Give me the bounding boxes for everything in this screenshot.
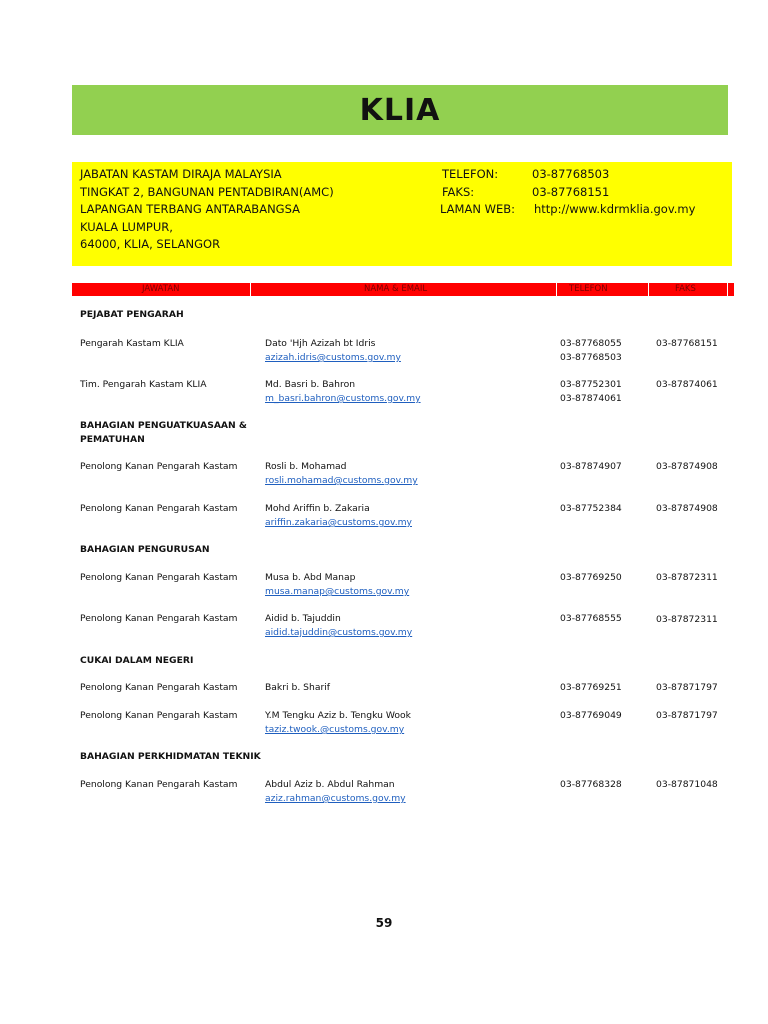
row-telefon: 03-87768055: [560, 338, 622, 349]
row-faks: 03-87871797: [656, 682, 718, 693]
row-jawatan: Tim. Pengarah Kastam KLIA: [80, 379, 207, 390]
section-title: PEJABAT PENGARAH: [80, 309, 184, 320]
address-line: LAPANGAN TERBANG ANTARABANGSA: [80, 202, 300, 216]
row-jawatan: Penolong Kanan Pengarah Kastam: [80, 503, 238, 514]
address-line: TINGKAT 2, BANGUNAN PENTADBIRAN(AMC): [80, 184, 334, 199]
row-nama: Aidid b. Tajuddin: [265, 613, 341, 624]
row-email-link[interactable]: ariffin.zakaria@customs.gov.my: [265, 517, 412, 528]
row-telefon: 03-87768328: [560, 779, 622, 790]
section-title: CUKAI DALAM NEGERI: [80, 655, 194, 666]
col-header-jawatan: JAWATAN: [142, 284, 180, 294]
row-faks: 03-87768151: [656, 338, 718, 349]
address-line: JABATAN KASTAM DIRAJA MALAYSIA: [80, 167, 282, 181]
row-nama: Abdul Aziz b. Abdul Rahman: [265, 779, 395, 790]
row-telefon: 03-87874061: [560, 393, 622, 404]
col-header-telefon: TELEFON: [569, 284, 608, 294]
address-line: 64000, KLIA, SELANGOR: [80, 237, 221, 251]
row-telefon: 03-87752301: [560, 379, 622, 390]
row-faks: 03-87871797: [656, 710, 718, 721]
web-link[interactable]: http://www.kdrmklia.gov.my: [534, 202, 696, 216]
row-jawatan: Penolong Kanan Pengarah Kastam: [80, 779, 238, 790]
row-telefon: 03-87769049: [560, 710, 622, 721]
row-jawatan: Penolong Kanan Pengarah Kastam: [80, 613, 238, 624]
row-jawatan: Pengarah Kastam KLIA: [80, 338, 184, 349]
row-jawatan: Penolong Kanan Pengarah Kastam: [80, 461, 238, 472]
row-nama: Dato 'Hjh Azizah bt Idris: [265, 338, 376, 349]
page-title: KLIA: [359, 92, 441, 128]
row-email-link[interactable]: taziz.twook.@customs.gov.my: [265, 724, 405, 735]
phone-label: TELEFON:: [442, 167, 499, 181]
row-nama: Bakri b. Sharif: [265, 682, 331, 693]
row-faks: 03-87872311: [656, 572, 718, 583]
section-title: BAHAGIAN PERKHIDMATAN TEKNIK: [80, 751, 261, 762]
row-email-link[interactable]: musa.manap@customs.gov.my: [265, 586, 410, 597]
header-divider: [648, 283, 649, 296]
row-faks: 03-87874908: [656, 461, 718, 472]
address-line: KUALA LUMPUR,: [80, 219, 173, 234]
page-number: 59: [375, 916, 393, 930]
header-divider: [727, 283, 728, 296]
row-email-link[interactable]: rosli.mohamad@customs.gov.my: [265, 475, 418, 486]
row-jawatan: Penolong Kanan Pengarah Kastam: [80, 572, 238, 583]
row-telefon: 03-87769251: [560, 682, 622, 693]
row-nama: Mohd Ariffin b. Zakaria: [265, 503, 370, 514]
row-email-link[interactable]: aziz.rahman@customs.gov.my: [265, 793, 406, 804]
phone-value: 03-87768503: [532, 167, 610, 181]
col-header-faks: FAKS: [675, 284, 696, 294]
row-telefon: 03-87768555: [560, 613, 622, 624]
row-faks: 03-87874061: [656, 379, 718, 390]
header-divider: [250, 283, 251, 296]
section-title: BAHAGIAN PENGURUSAN: [80, 544, 210, 555]
row-faks: 03-87874908: [656, 503, 718, 514]
row-nama: Md. Basri b. Bahron: [265, 379, 356, 390]
row-jawatan: Penolong Kanan Pengarah Kastam: [80, 710, 238, 721]
row-telefon: 03-87769250: [560, 572, 622, 583]
fax-label: FAKS:: [442, 184, 475, 199]
web-label: LAMAN WEB:: [440, 202, 515, 216]
row-email-link[interactable]: azizah.idris@customs.gov.my: [265, 352, 401, 363]
title-band: [72, 85, 728, 135]
address-block: [80, 166, 334, 254]
col-header-nama: NAMA & EMAIL: [364, 284, 428, 294]
row-faks: 03-87872311: [656, 614, 718, 625]
fax-value: 03-87768151: [532, 184, 610, 199]
section-title: BAHAGIAN PENGUATKUASAAN & PEMATUHAN: [80, 420, 247, 445]
row-email-link[interactable]: aidid.tajuddin@customs.gov.my: [265, 627, 413, 638]
table-header: [72, 283, 734, 296]
row-nama: Rosli b. Mohamad: [265, 461, 347, 472]
row-nama: Y.M Tengku Aziz b. Tengku Wook: [265, 710, 411, 721]
info-band: [72, 162, 732, 266]
row-faks: 03-87871048: [656, 779, 718, 790]
row-email-link[interactable]: m_basri.bahron@customs.gov.my: [265, 393, 421, 404]
row-nama: Musa b. Abd Manap: [265, 572, 356, 583]
row-telefon: 03-87768503: [560, 352, 622, 363]
row-telefon: 03-87874907: [560, 461, 622, 472]
row-jawatan: Penolong Kanan Pengarah Kastam: [80, 682, 238, 693]
row-telefon: 03-87752384: [560, 503, 622, 514]
header-divider: [556, 283, 557, 296]
